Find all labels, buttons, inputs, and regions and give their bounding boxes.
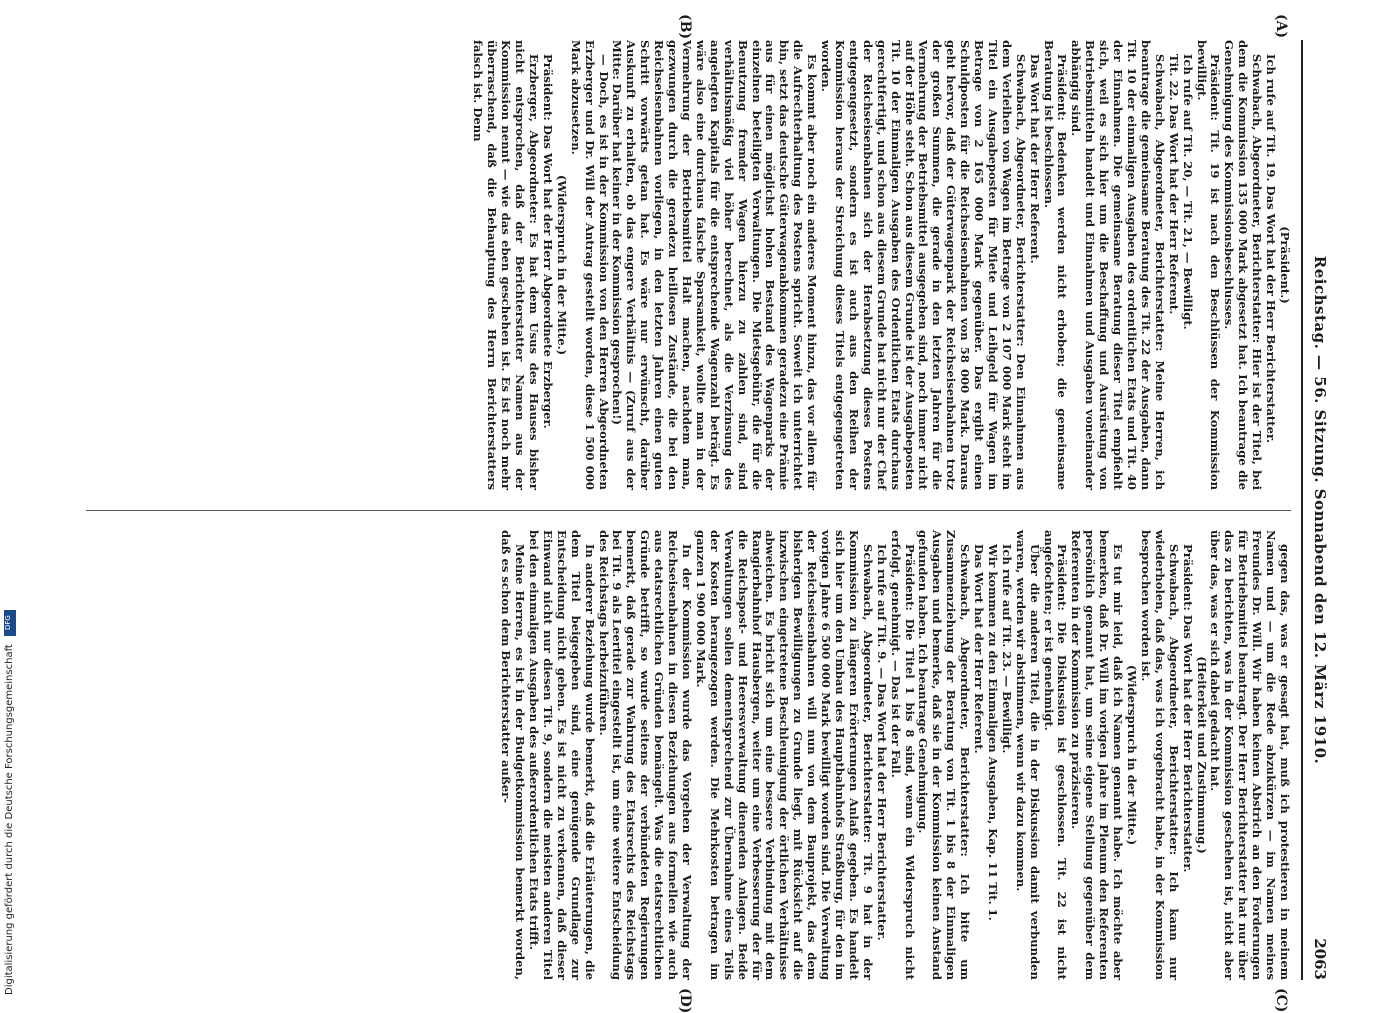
margin-marker-b: (B) [677, 14, 693, 40]
paragraph: Es tut mir leid, daß ich Namen genannt habe. Ich möchte aber bemerken, daß Dr. Will im vorigen Jahre im Plenum den Referenten persönlich genannt hat, um seine eigene Stellung gegenüber dem Referenten in der Kommission zu präzisieren. [1069, 530, 1126, 980]
paragraph: — Doch, es ist in der Kommission von den Herren Abgeordneten Erzberger und Dr. Will der Antrag gestellt worden, diese 1 500 000 Mark abzusetzen. [568, 40, 611, 490]
paragraph: Schwabach, Abgeordneter, Berichterstatter: Tit. 9 hat in der Kommission zu längeren Erörterungen Anlaß gegeben. Es handelt sich hier um den Umbau des Hauptbahnhofs Straßburg, für den im vorigen Jahre 6 500 000 Mark bewilligt worden sind. Die Verwaltung der Reichseisenbahnen will nun von dem Bauprojekt, das dem bisherigen Bewilligungen zu Grunde liegt, mit Rücksicht auf die inzwischen eingetretene Beschleunigung der örtlichen Verhältnisse abweichen. Es bricht sich um eine bessere Verbindung mit dem Rangierbahnhof Hausbergen, weiter um eine Verbesserung der für die Reichspost- und Heeresverwaltung dienenden Anlagen. Beide Verwaltungen sollen dementsprechend zur Übernahme eines Teils der Kosten herangezogen werden. Die Mehrkosten betragen im ganzen 1 900 000 Mark. [693, 530, 875, 980]
paragraph: (Präsident.) [1278, 226, 1292, 304]
paragraph: Ich rufe auf Tit. 20, — Tit. 21, — Bewilligt. [1180, 54, 1195, 330]
paragraph: Schwabach, Abgeordneter, Berichterstatter: Meine Herren, ich beantrage die gemeinsame Beratung des Tit. 22 der Ausgaben, dann Tit. 10 der einmaligen Ausgaben des ordentlichen Etats und Tit. 40 der Einnahmen. Die gemeinsame Beratung dieser Titel empfiehlt sich, weil es sich hier um die Beschaffung und Ausrüstung von Betriebsmitteln handelt und Einnahmen und Ausgaben voneinander abhängig sind. [1069, 40, 1167, 490]
paragraph: Präsident: Das Wort hat der Herr Berichterstatter. [1180, 544, 1195, 873]
paragraph: (Heiterkeit und Zustimmung.) [1194, 656, 1209, 854]
paragraph: Das Wort hat der Herr Referent. [972, 544, 987, 754]
margin-marker-a: (A) [1273, 14, 1289, 39]
paragraph: Wir kommen zu den Einmaligen Ausgaben, Kap. 11 Tit. 1. [985, 544, 1000, 921]
header-rule [1301, 40, 1303, 980]
paragraph: (Widerspruch in der Mitte.) [1125, 664, 1140, 846]
paragraph: Präsident: Die Diskussion ist geschlossen. Tit. 22 ist nicht angefochten; er ist genehmigt. [1041, 530, 1070, 980]
paragraph: Schwabach, Abgeordneter, Berichterstatter: Ich kann nur wiederholen, daß das, was ich vorgebracht habe, in der Kommission besprochen worden ist. [1138, 530, 1181, 980]
paragraph: Erzberger, Abgeordneter: Es hat dem Usus des Hauses bisher nicht entsprochen, daß der Berichterstatter Namen aus der Kommission nennt — wie das eben geschehen ist. Es ist noch mehr überraschend, daß die Behauptung des Herrn Berichterstatters falsch ist. Denn [471, 40, 542, 490]
paragraph: Meine Herren, es ist in der Budgetkommission bemerkt worden, daß es schon dem Berichterstatter außer- [499, 530, 528, 980]
paragraph: Ich rufe auf Tit. 23. — Bewilligt. [999, 544, 1014, 754]
left-text-column [471, 40, 1291, 490]
paragraph: Präsident: Das Wort hat der Herr Abgeordnete Erzberger. [540, 54, 555, 429]
margin-marker-d: (D) [677, 988, 693, 1013]
document-page [43, 14, 1333, 1013]
paragraph: Ich rufe auf Tit. 9. — Das Wort hat der Herr Berichterstatter. [874, 544, 889, 941]
paragraph: Präsident: Bedenken werden nicht erhoben; die gemeinsame Beratung ist beschlossen. [1041, 40, 1070, 490]
page-number: 2063 [1311, 938, 1329, 980]
dfg-logo: DFG [4, 610, 16, 636]
paragraph: Präsident: Die Titel 1 bis 8 sind, wenn ein Widerspruch nicht erfolgt, genehmigt. — Das ist der Fall. [888, 530, 917, 980]
right-text-column [498, 530, 1291, 980]
paragraph: In anderer Beziehung wurde bemerkt, daß die Erläuterungen, die dem Titel beigegeben sind, eine genügende Grundlage zur Entscheidung nicht geben. Es ist nicht zu verkennen, daß dieser Einwand nicht nur diesen Tit. 9, sondern die meisten anderen Titel bei den einmaligen Ausgaben des außerordentlichen Etats trifft. [527, 530, 597, 980]
paragraph: In der Kommission wurde das Vorgehen der Verwaltung der Reichseisenbahnen in diesen Beziehungen aus formellen wie auch aus etatsrechtlichen Gründen bemängelt. Was die etatsrechtlichen Gründe betrifft, so wurde seitens der verbündeten Regierungen bemerkt, daß gerade zur Wahrung des Etatsrechts des Reichstags bei Tit. 9 als Leertitel eingestellt ist, um eine weitere Entscheidung des Reichstags herbeizuführen. [596, 530, 695, 980]
digitization-credit-text: Digitalisierung gefördert durch die Deutsche Forschungsgemeinschaft [4, 644, 15, 995]
paragraph: gegen das, was er gesagt hat, muß ich protestieren in meinem Namen und — um die Rede abzukürzen — im Namen meines Freundes Dr. Will. Wir haben keinen Abstrich an den Forderungen für Betriebsmittel beantragt. Der Herr Berichterstatter hat nur über das zu berichten, was in der Kommission geschehen ist, nicht aber über das, was er sich dabei gedacht hat. [1208, 530, 1292, 980]
paragraph: Das Wort hat der Herr Referent. [1027, 54, 1042, 264]
margin-marker-c: (C) [1273, 988, 1289, 1013]
column-divider [86, 510, 1291, 511]
paragraph: Schwabach, Abgeordneter, Berichterstatter: Den Einnahmen aus dem Verleihen von Wagen im Betrage von 2 107 000 Mark steht im Titel ein Ausgabeposten für Miete und Leihgeld für Wagen im Betrage von 2 165 000 Mark gegenüber. Das ergibt einen Schuldposten für die Reichseisenbahnen von 58 000 Mark. Daraus geht hervor, daß der Güterwagenpark der Reichseisenbahnen trotz der großen Summen, die gerade in den letzten Jahren für die Vermehrung der Betriebsmittel ausgegeben sind, noch immer nicht auf der Höhe steht. Schon aus diesem Grunde ist der Ausgabeposten Tit. 10 der Einmaligen Ausgaben des Ordentlichen Etats durchaus gerechtfertigt, und schon aus diesem Grunde hat nicht nur der Chef der Reichseisenbahnen sich der Herabsetzung dieses Postens entgegengesetzt, sondern es ist auch aus den Reihen der Kommission heraus der Streichung dieses Titels entgegengetreten worden. [819, 40, 1028, 490]
running-head: Reichstag. — 56. Sitzung. Sonnabend den 12. März 1910. [1311, 255, 1329, 765]
paragraph: Es kommt aber noch ein anderes Moment hinzu, das vor allem für die Aufrechterhaltung des Postens spricht. Soweit ich unterrichtet bin, setzt das deutsche Güterwagenabkommen geradezu eine Prämie aus für einen möglichst hohen Bestand des Wagenparks der einzelnen beteiligten Verwaltungen. Die Mietsgebühr, die für die Benutzung fremder Wagen hierzu zu zahlen sind, sind verhältnismäßig viel höher berechnet, als die Verzinsung des angelegten Kapitals für die entsprechende Wagenzahl beträgt. Es wäre also eine durchaus falsche Sparsamkeit, wollte man in der Vermehrung der Betriebsmittel Halt machen, nachdem man, gezwungen durch die geradezu heillosen Zustände, die bei den Reichseisenbahnen vorliegen, in den letzten Jahren einen guten Schritt vorwärts getan hat. Es wäre nur erwünscht, darüber Auskunft zu erhalten, ob das engere Verhältnis — (Zuruf aus der Mitte: Darüber hat keiner in der Kommission gesprochen!) [610, 40, 820, 490]
paragraph: Schwabach, Abgeordneter, Berichterstatter: Hier ist der Titel, bei dem die Kommission 135 000 Mark abgesetzt hat. Ich beantrage die Genehmigung des Kommissionsbeschlusses. [1222, 40, 1265, 490]
paragraph: Ich rufe auf Tit. 19. Das Wort hat der Herr Berichterstatter. [1264, 54, 1279, 444]
digitization-credit [4, 610, 18, 995]
paragraph: Über die anderen Titel, die in der Diskussion damit verbunden waren, werden wir abstimmen, wenn wir dazu kommen. [1013, 530, 1042, 980]
paragraph: Schwabach, Abgeordneter, Berichterstatter: Ich bitte um Zusammenziehung der Beratung von Tit. 1 bis 8 der Einmaligen Ausgaben und bemerke, daß sie in der Kommission keinen Anstand gefunden haben. Ich beantrage Genehmigung. [916, 530, 973, 980]
paragraph: Tit. 22. Das Wort hat der Herr Referent. [1166, 54, 1181, 315]
page-header [1299, 40, 1333, 980]
paragraph: Präsident: Tit. 19 ist nach den Beschlüssen der Kommission bewilligt. [1194, 40, 1223, 490]
paragraph: (Widerspruch in der Mitte.) [554, 174, 569, 356]
